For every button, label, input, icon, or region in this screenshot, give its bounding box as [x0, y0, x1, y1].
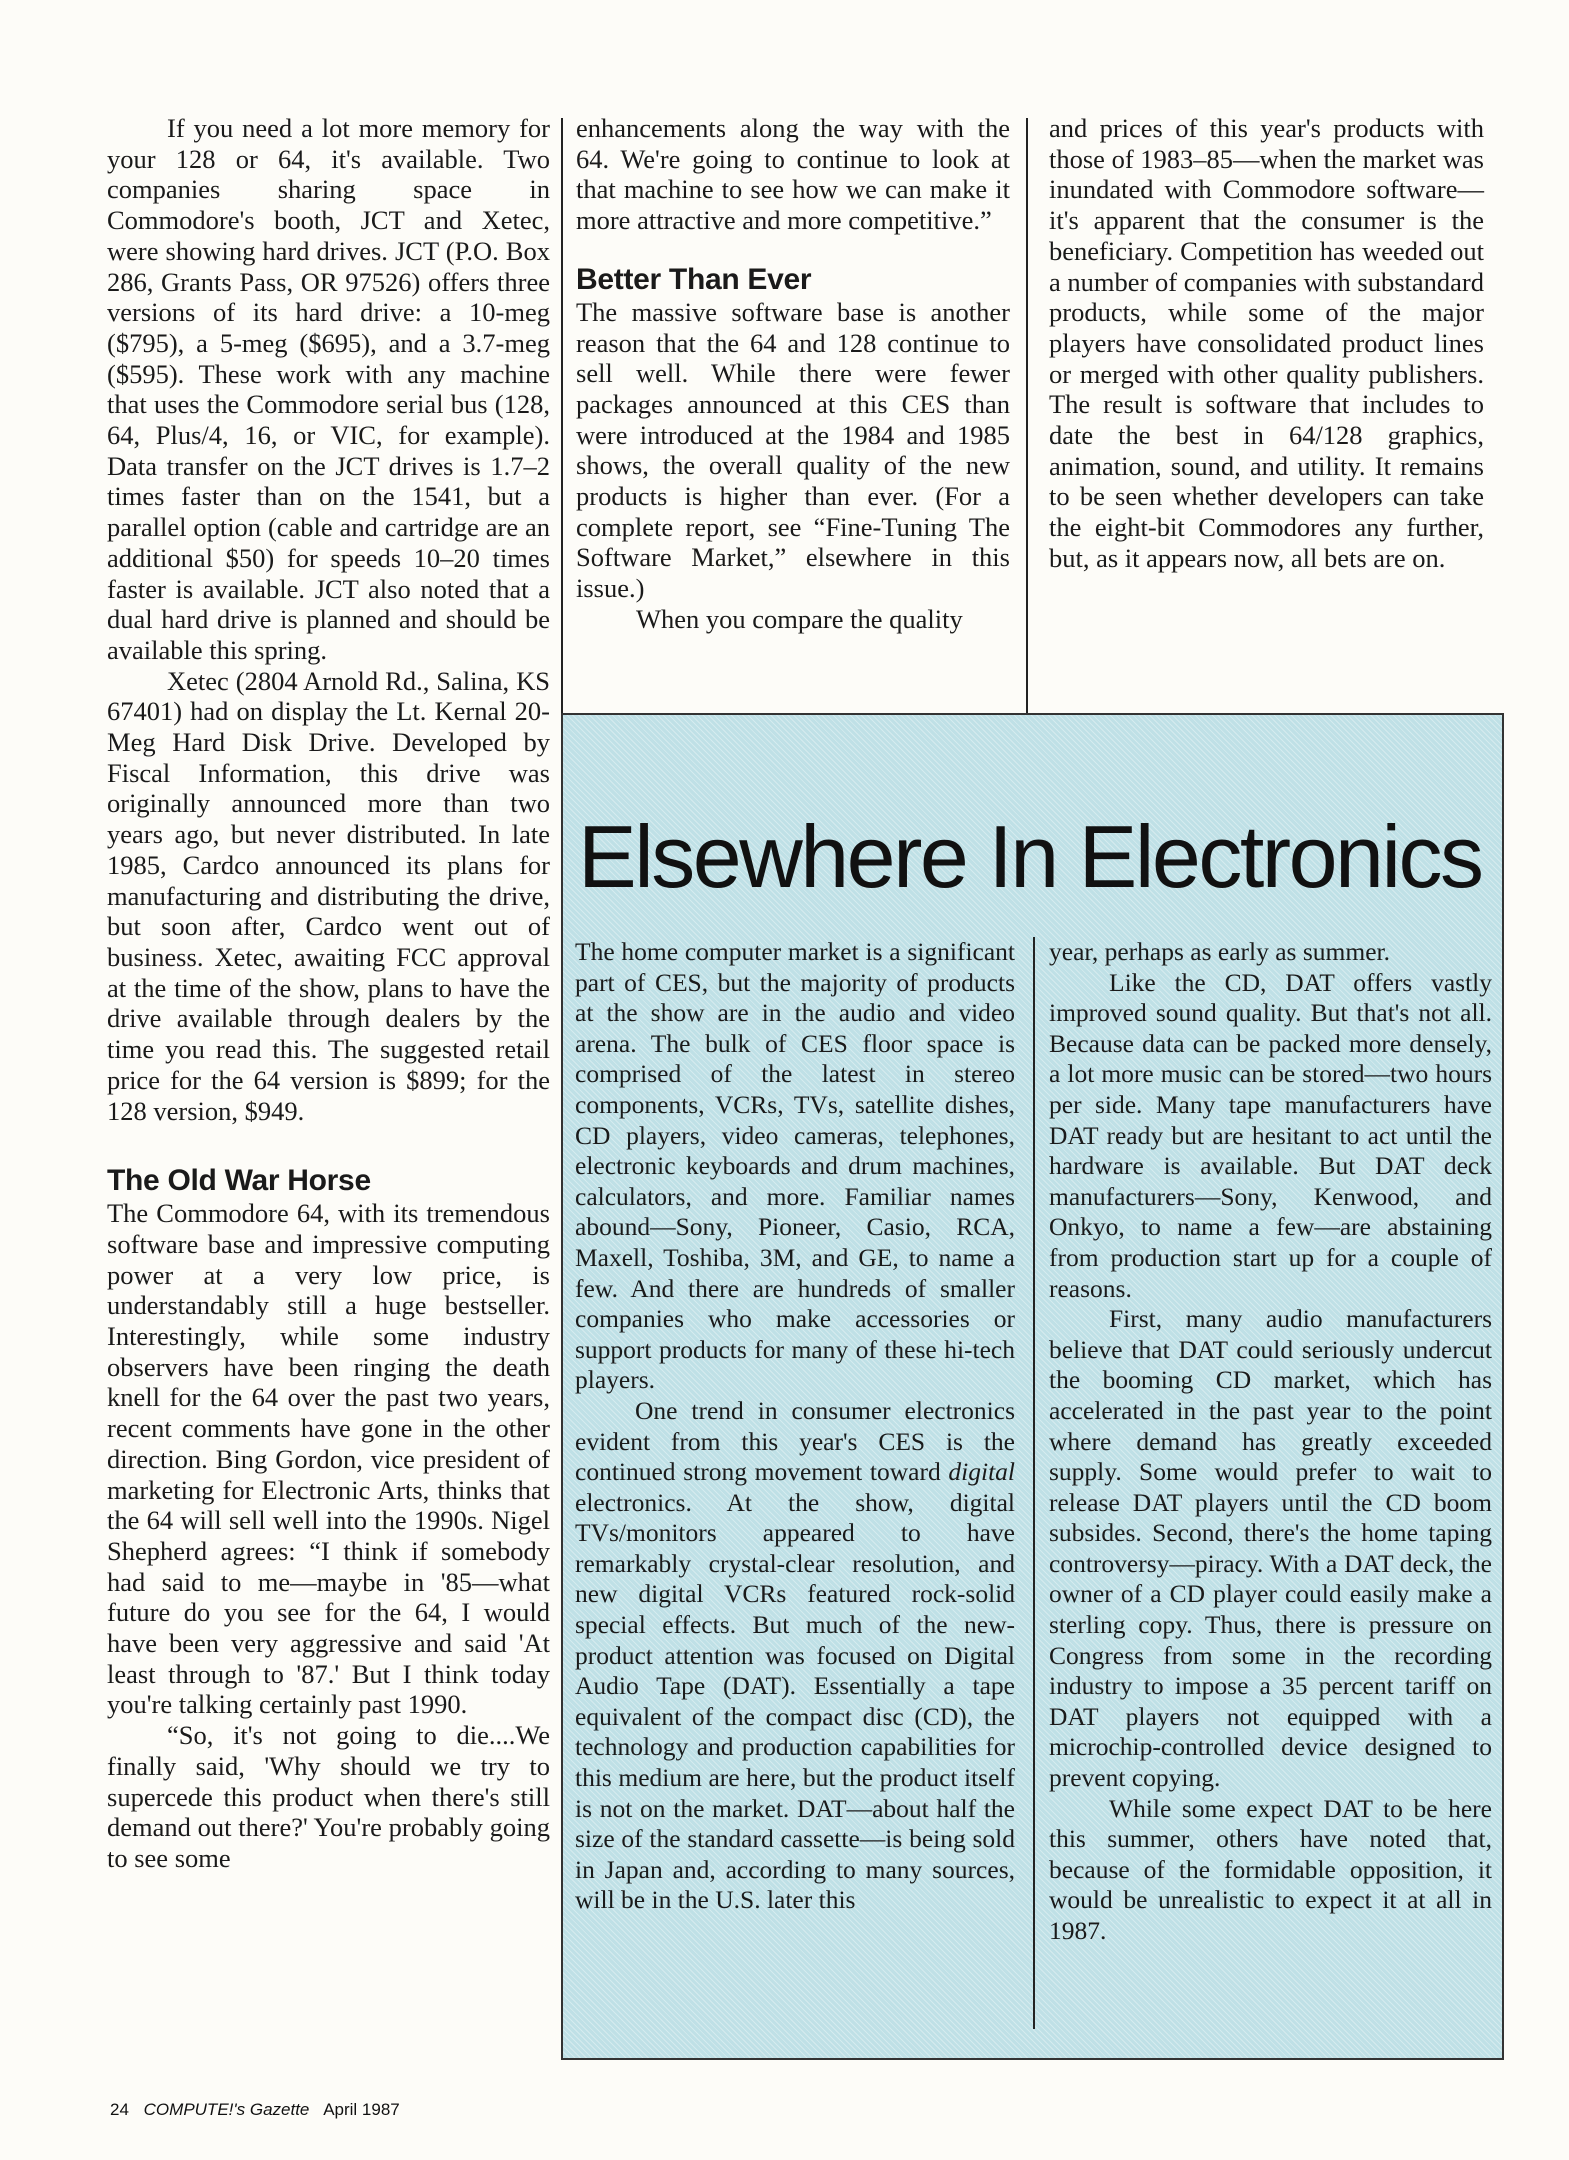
magazine-name: COMPUTE!'s Gazette — [143, 2100, 310, 2119]
section-heading-old-war-horse: The Old War Horse — [107, 1164, 371, 1198]
column-1 — [107, 113, 550, 1874]
sidebar-column-divider — [1033, 937, 1035, 2029]
page-number: 24 — [110, 2100, 129, 2119]
paragraph: enhancements along the way with the 64. We're going to continue to look at that machine to see how we can make it more attractive and more competitive.” — [576, 113, 1010, 236]
paragraph: Like the CD, DAT offers vastly improved sound quality. But that's not all. Because data can be packed more densely, a lot more music can be stored—two hours per side. Many tape manufacturers have DAT ready but are hesitant to act until the hardware is available. But DAT deck manufacturers—Sony, Kenwood, and Onkyo, to name a few—are abstaining from production start up for a couple of reasons. — [1049, 967, 1492, 1303]
column-3 — [1049, 113, 1484, 574]
sidebar-title: Elsewhere In Electronics — [578, 807, 1482, 906]
paragraph: year, perhaps as early as summer. — [1049, 937, 1390, 966]
paragraph: One trend in consumer electronics evident from this year's CES is the continued strong movement toward digital electronics. At the show, digital TVs/monitors appeared to have remarkably crystal-clear resolution, and new digital VCRs featured rock-solid special effects. But much of the new-product attention was focused on Digital Audio Tape (DAT). Essentially a tape equivalent of the compact disc (CD), the technology and production capabilities for this medium are here, but the product itself is not on the market. DAT—about half the size of the standard cassette—is being sold in Japan and, according to many sources, will be in the U.S. later this — [575, 1395, 1015, 1915]
sidebar-box — [561, 713, 1504, 2060]
paragraph: Xetec (2804 Arnold Rd., Salina, KS 67401) had on display the Lt. Kernal 20-Meg Hard Disk Drive. Developed by Fiscal Information, this drive was originally announced more than two years ago, but never distributed. In late 1985, Cardco announced its plans for manufacturing and distributing the drive, but soon after, Cardco went out of business. Xetec, awaiting FCC approval at the time of the show, plans to have the drive available through dealers by the time you read this. The suggested retail price for the 64 version is $899; for the 128 version, $949. — [107, 665, 550, 1126]
paragraph: and prices of this year's products with those of 1983–85—when the market was inundated with Commodore software—it's apparent that the consumer is the beneficiary. Competition has weeded out a number of companies with substandard products, while some of the major players have consolidated product lines or merged with other quality publishers. The result is software that includes to date the best in 64/128 graphics, animation, sound, and utility. It remains to be seen whether developers can take the eight-bit Commodores any further, but, as it appears now, all bets are on. — [1049, 113, 1484, 573]
paragraph: First, many audio manufacturers believe that DAT could seriously undercut the booming CD market, which has accelerated in the past year to the point where demand has greatly exceeded supply. Some would prefer to wait to release DAT players until the CD boom subsides. Second, there's the home taping controversy—piracy. With a DAT deck, the owner of a CD player could easily make a sterling copy. Thus, there is pressure on Congress from some in the recording industry to impose a 35 percent tariff on DAT players not equipped with a microchip-controlled device designed to prevent copying. — [1049, 1304, 1492, 1793]
emphasis: digital — [948, 1457, 1015, 1487]
issue-date: April 1987 — [323, 2100, 400, 2119]
column-divider — [561, 118, 563, 713]
column-divider — [1026, 118, 1028, 713]
paragraph: The home computer market is a significant part of CES, but the majority of products at the show are in the audio and video arena. The bulk of CES floor space is comprised of the latest in stereo components, VCRs, TVs, satellite dishes, CD players, video cameras, telephones, electronic keyboards and drum machines, calculators, and more. Familiar names abound—Sony, Pioneer, Casio, RCA, Maxell, Toshiba, 3M, and GE, to name a few. And there are hundreds of smaller companies who make accessories or support products for many of these hi-tech players. — [575, 937, 1015, 1395]
paragraph: “So, it's not going to die....We finally said, 'Why should we try to supercede this product when there's still demand out there?' You're probably going to see some — [107, 1720, 550, 1873]
column-2 — [576, 113, 1010, 635]
section-heading-better-than-ever: Better Than Ever — [576, 262, 812, 296]
page-footer — [110, 2100, 400, 2120]
sidebar-column-right — [1049, 937, 1492, 1947]
paragraph: The massive software base is another reason that the 64 and 128 continue to sell well. While there were fewer packages announced at this CES than were introduced at the 1984 and 1985 shows, the overall quality of the new products is higher than ever. (For a complete report, see “Fine-Tuning The Software Market,” elsewhere in this issue.) — [576, 296, 1010, 604]
paragraph: The Commodore 64, with its tremendous software base and impressive computing power at a very low price, is understandably still a huge bestseller. Interestingly, while some industry observers have been ringing the death knell for the 64 over the past two years, recent comments have gone in the other direction. Bing Gordon, vice president of marketing for Electronic Arts, thinks that the 64 will sell well into the 1990s. Nigel Shepherd agrees: “I think if somebody had said to me—maybe in '85—what future do you see for the 64, I would have been very aggressive and said 'At least through to '87.' But I think today you're talking certainly past 1990. — [107, 1198, 550, 1720]
sidebar-column-left — [575, 937, 1015, 1916]
paragraph: When you compare the quality — [636, 603, 963, 634]
paragraph: If you need a lot more memory for your 128 or 64, it's available. Two companies sharing space in Commodore's booth, JCT and Xetec, were showing hard drives. JCT (P.O. Box 286, Grants Pass, OR 97526) offers three versions of its hard drive: a 10-meg ($795), a 5-meg ($695), and a 3.7-meg ($595). These work with any machine that uses the Commodore serial bus (128, 64, Plus/4, 16, or VIC, for example). Data transfer on the JCT drives is 1.7–2 times faster than on the 1541, but a parallel option (cable and cartridge are an additional $50) for speeds 10–20 times faster is available. JCT also noted that a dual hard drive is planned and should be available this spring. — [107, 113, 550, 665]
paragraph: While some expect DAT to be here this summer, others have noted that, because of the formidable opposition, it would be unrealistic to expect it at all in 1987. — [1049, 1793, 1492, 1945]
